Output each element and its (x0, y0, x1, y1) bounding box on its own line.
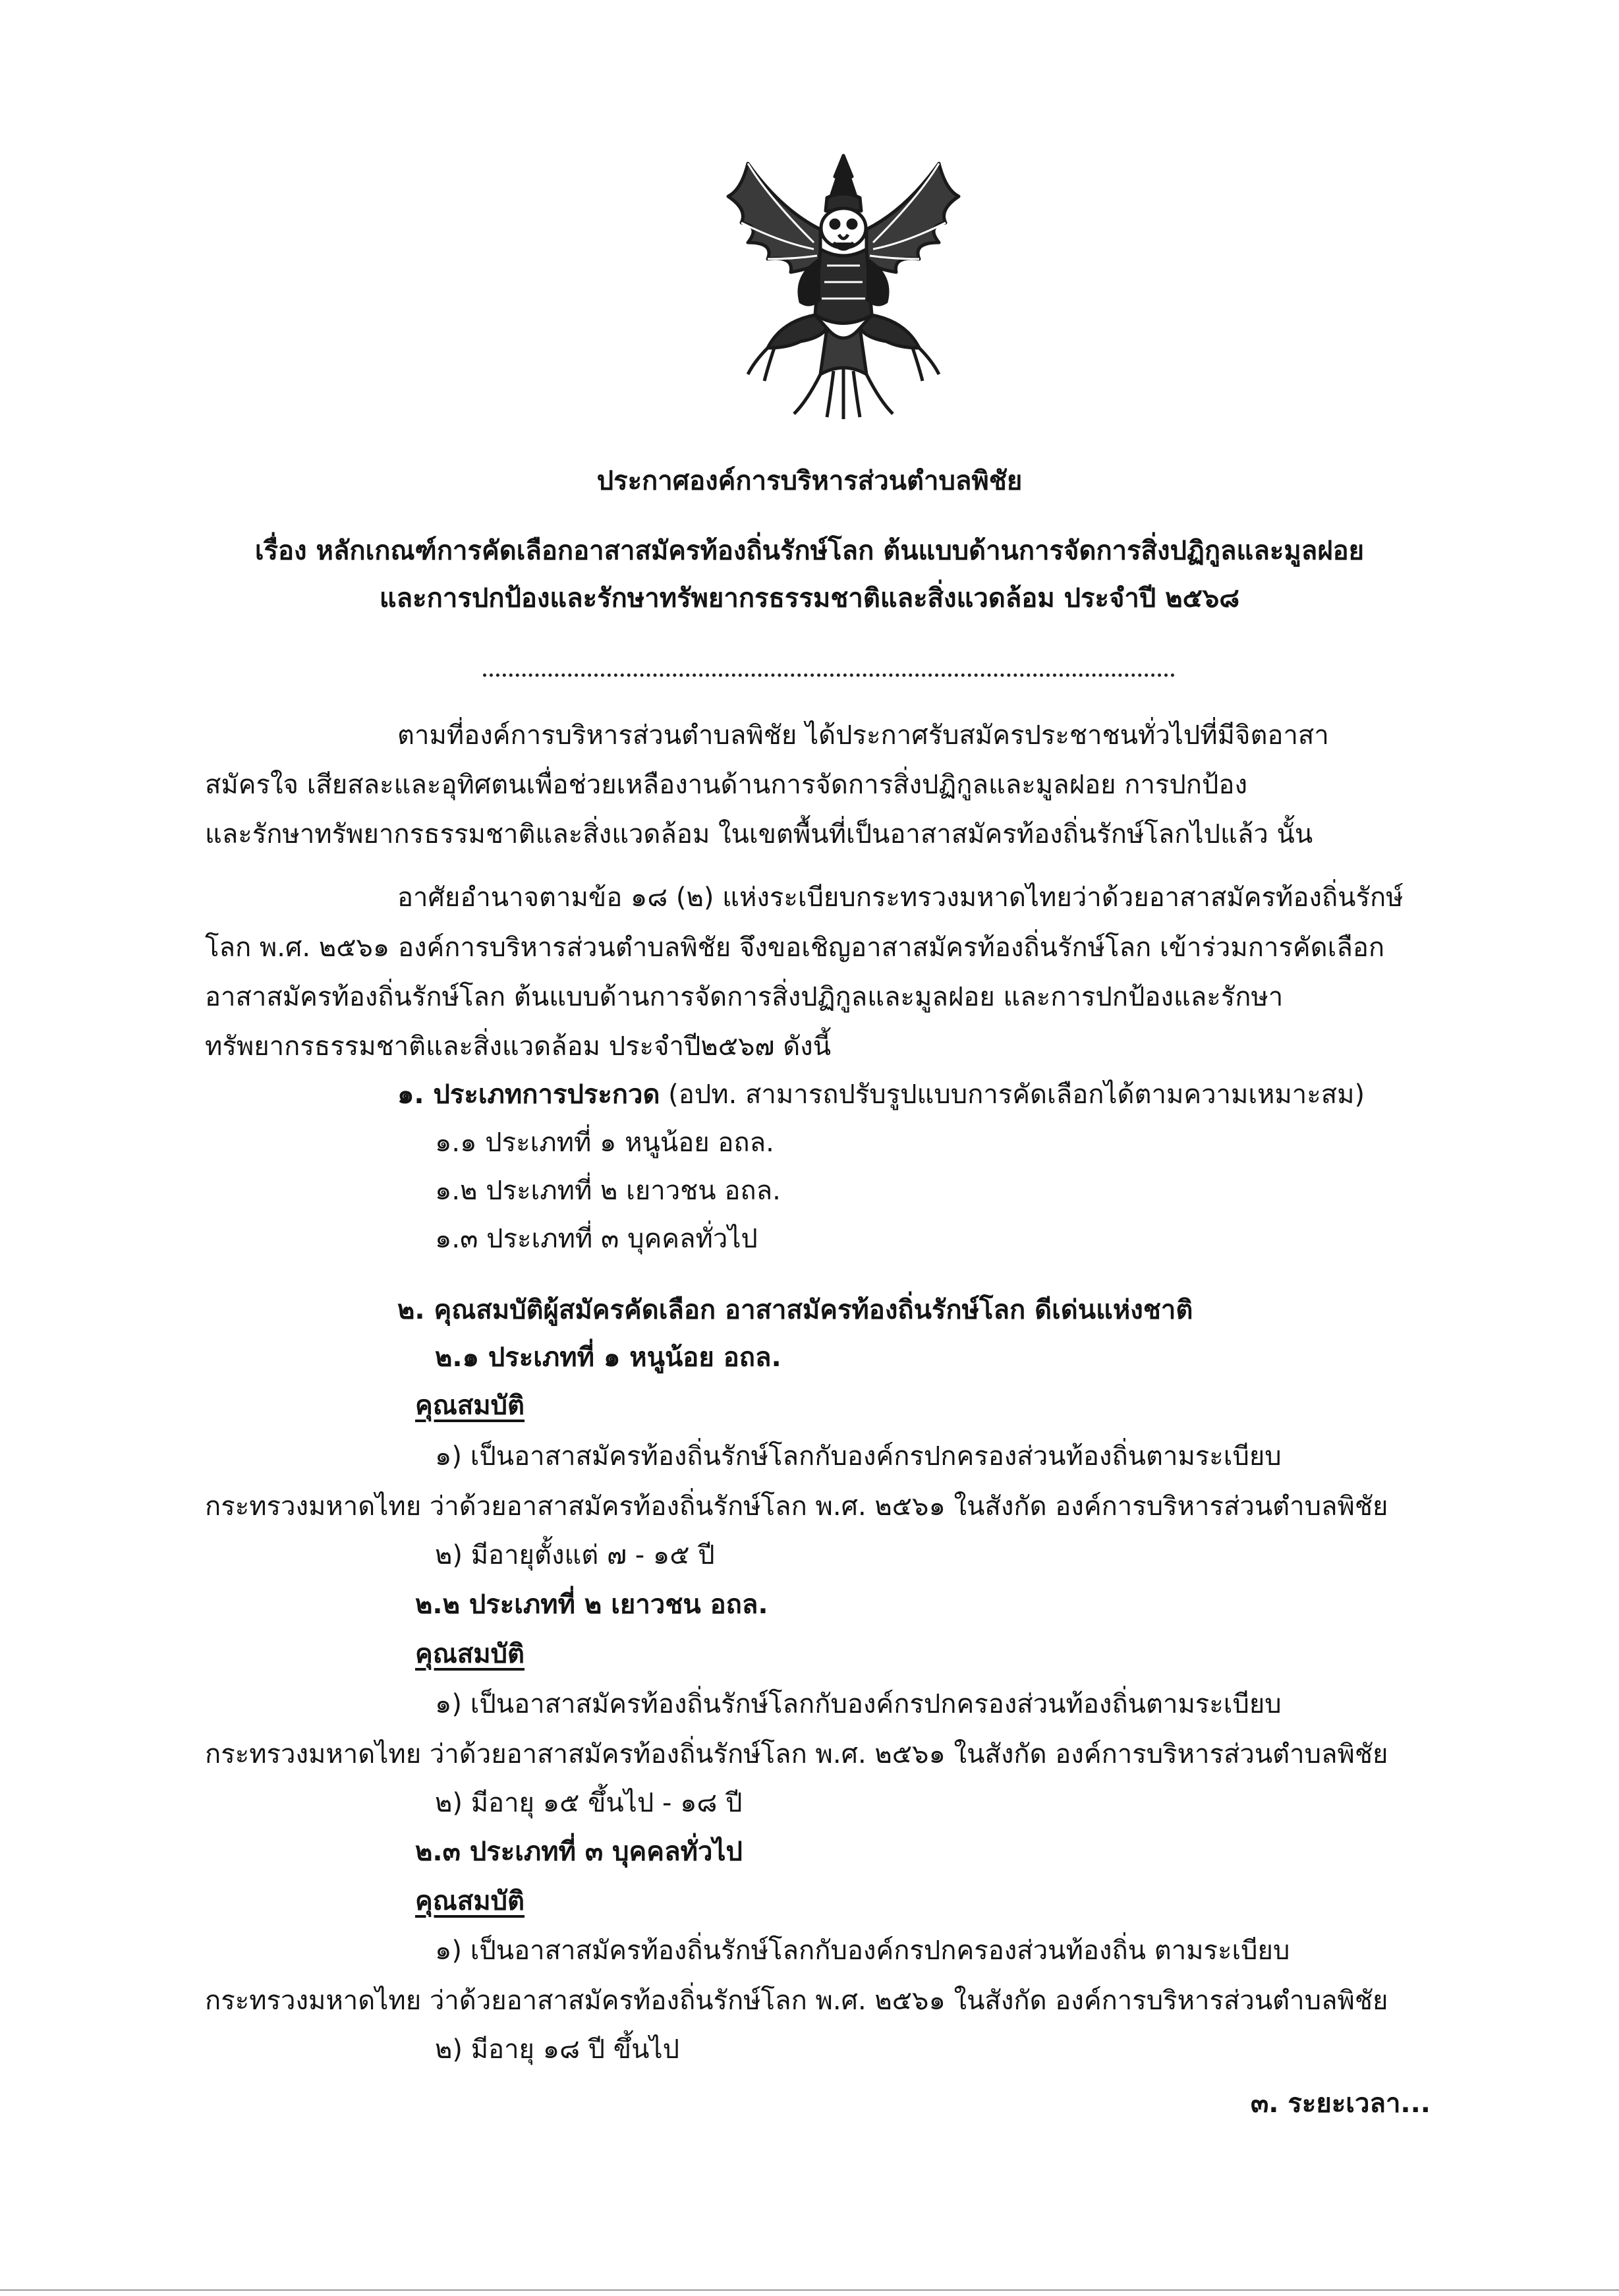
sub1-title: ๒.๑ ประเภทที่ ๑ หนูน้อย อถล. (435, 1342, 781, 1373)
continuation-marker: ๓. ระยะเวลา... (1250, 2088, 1431, 2119)
sub1-qual-label: คุณสมบัติ (415, 1391, 525, 1421)
section1-note: (อปท. สามารถปรับรูปแบบการคัดเลือกได้ตามความเหมาะสม) (660, 1079, 1365, 1110)
sub3-q1-line2: กระทรวงมหาดไทย ว่าด้วยอาสาสมัครท้องถิ่นรักษ์โลก พ.ศ. ๒๕๖๑ ในสังกัด องค์การบริหารส่วนตำบลพิชัย (205, 1986, 1388, 2016)
sub3-qual-label: คุณสมบัติ (415, 1886, 525, 1916)
sub1-q1-line1: ๑) เป็นอาสาสมัครท้องถิ่นรักษ์โลกกับองค์กรปกครองส่วนท้องถิ่นตามระเบียบ (435, 1441, 1282, 1472)
intro-p2-line2: โลก พ.ศ. ๒๕๖๑ องค์การบริหารส่วนตำบลพิชัย จึงขอเชิญอาสาสมัครท้องถิ่นรักษ์โลก เข้าร่วมการคัดเลือก (205, 933, 1385, 963)
section1-heading-line (397, 1076, 1365, 1113)
intro-p2-line3: อาสาสมัครท้องถิ่นรักษ์โลก ต้นแบบด้านการจัดการสิ่งปฏิกูลและมูลฝอย และการปกป้องและรักษา (205, 982, 1284, 1012)
sub1-q1-line2: กระทรวงมหาดไทย ว่าด้วยอาสาสมัครท้องถิ่นรักษ์โลก พ.ศ. ๒๕๖๑ ในสังกัด องค์การบริหารส่วนตำบลพิชัย (205, 1491, 1388, 1522)
page-bottom-edge (0, 2289, 1619, 2291)
section1-heading: ๑. ประเภทการประกวด (397, 1079, 660, 1110)
intro-p1-line3: และรักษาทรัพยากรธรรมชาติและสิ่งแวดล้อม ในเขตพื้นที่เป็นอาสาสมัครท้องถิ่นรักษ์โลกไปแล้ว นั้น (205, 819, 1313, 849)
subject-line-1: เรื่อง หลักเกณฑ์การคัดเลือกอาสาสมัครท้องถิ่นรักษ์โลก ต้นแบบด้านการจัดการสิ่งปฏิกูลและมูลฝอย (254, 536, 1365, 566)
garuda-emblem-icon (722, 150, 965, 420)
document-title: ประกาศองค์การบริหารส่วนตำบลพิชัย (596, 466, 1023, 496)
sub2-title: ๒.๒ ประเภทที่ ๒ เยาวชน อถล. (415, 1590, 768, 1620)
sub2-q1-line1: ๑) เป็นอาสาสมัครท้องถิ่นรักษ์โลกกับองค์กรปกครองส่วนท้องถิ่นตามระเบียบ (435, 1689, 1282, 1719)
sub3-q1-line1: ๑) เป็นอาสาสมัครท้องถิ่นรักษ์โลกกับองค์กรปกครองส่วนท้องถิ่น ตามระเบียบ (435, 1936, 1290, 1966)
intro-p1-line1: ตามที่องค์การบริหารส่วนตำบลพิชัย ได้ประกาศรับสมัครประชาชนทั่วไปที่มีจิตอาสา (397, 720, 1329, 751)
sub3-title: ๒.๓ ประเภทที่ ๓ บุคคลทั่วไป (415, 1837, 743, 1867)
section1-item-2: ๑.๒ ประเภทที่ ๒ เยาวชน อถล. (435, 1176, 781, 1206)
section2-heading: ๒. คุณสมบัติผู้สมัครคัดเลือก อาสาสมัครท้องถิ่นรักษ์โลก ดีเด่นแห่งชาติ (397, 1295, 1193, 1325)
section1-item-3: ๑.๓ ประเภทที่ ๓ บุคคลทั่วไป (435, 1224, 758, 1254)
sub1-q2: ๒) มีอายุตั้งแต่ ๗ - ๑๕ ปี (435, 1540, 715, 1570)
intro-p1-line2: สมัครใจ เสียสละและอุทิศตนเพื่อช่วยเหลืองานด้านการจัดการสิ่งปฏิกูลและมูลฝอย การปกป้อง (205, 770, 1247, 800)
subject-line-2: และการปกป้องและรักษาทรัพยากรธรรมชาติและสิ่งแวดล้อม ประจำปี ๒๕๖๘ (379, 583, 1240, 614)
dotted-separator (483, 674, 1175, 677)
intro-p2-line4: ทรัพยากรธรรมชาติและสิ่งแวดล้อม ประจำปี๒๕๖๗ ดังนี้ (205, 1031, 832, 1062)
sub3-q2: ๒) มีอายุ ๑๘ ปี ขึ้นไป (435, 2034, 679, 2065)
section1-item-1: ๑.๑ ประเภทที่ ๑ หนูน้อย อถล. (435, 1128, 774, 1158)
sub2-qual-label: คุณสมบัติ (415, 1639, 525, 1669)
sub2-q2: ๒) มีอายุ ๑๕ ขึ้นไป - ๑๘ ปี (435, 1788, 743, 1818)
intro-p2-line1: อาศัยอำนาจตามข้อ ๑๘ (๒) แห่งระเบียบกระทรวงมหาดไทยว่าด้วยอาสาสมัครท้องถิ่นรักษ์ (397, 882, 1404, 913)
sub2-q1-line2: กระทรวงมหาดไทย ว่าด้วยอาสาสมัครท้องถิ่นรักษ์โลก พ.ศ. ๒๕๖๑ ในสังกัด องค์การบริหารส่วนตำบลพิชัย (205, 1739, 1388, 1769)
